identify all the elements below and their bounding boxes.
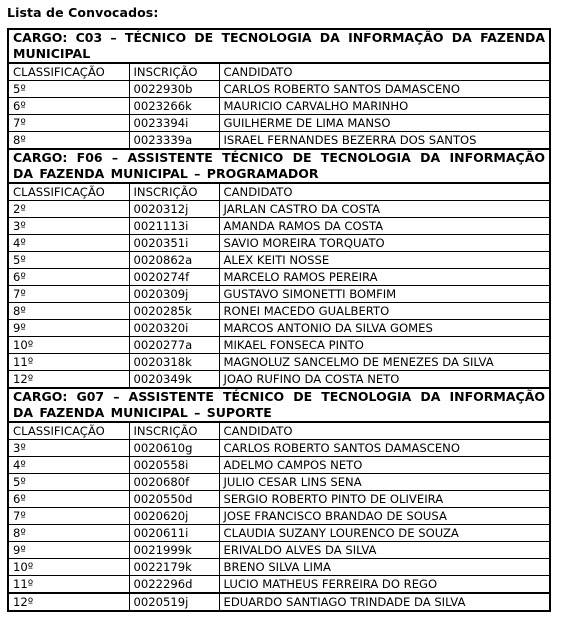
classificacao-cell: 3º: [8, 440, 129, 457]
table-row: [8, 81, 550, 98]
candidato-cell: CARLOS ROBERTO SANTOS DAMASCENO: [219, 81, 550, 98]
table-row: [8, 457, 550, 474]
candidato-cell: JARLAN CASTRO DA COSTA: [219, 201, 550, 218]
classificacao-cell: 9º: [8, 320, 129, 337]
classificacao-cell: 10º: [8, 337, 129, 354]
inscricao-cell: 0020620j: [129, 508, 219, 525]
inscricao-cell: 0020309j: [129, 286, 219, 303]
classificacao-cell: 8º: [8, 303, 129, 320]
classificacao-cell: 6º: [8, 98, 129, 115]
col-header-classificacao: CLASSIFICAÇÃO: [8, 183, 129, 201]
classificacao-cell: 11º: [8, 576, 129, 594]
table-row: [8, 132, 550, 150]
table-row: [8, 559, 550, 576]
candidato-cell: ISRAEL FERNANDES BEZERRA DOS SANTOS: [219, 132, 550, 150]
candidato-cell: MAURICIO CARVALHO MARINHO: [219, 98, 550, 115]
table-row: [8, 525, 550, 542]
inscricao-cell: 0020349k: [129, 371, 219, 389]
classificacao-cell: 5º: [8, 252, 129, 269]
cargo-heading-row: [8, 29, 550, 63]
classificacao-cell: 4º: [8, 235, 129, 252]
candidato-cell: MIKAEL FONSECA PINTO: [219, 337, 550, 354]
table-row: [8, 474, 550, 491]
column-header-row: [8, 183, 550, 201]
inscricao-cell: 0020862a: [129, 252, 219, 269]
classificacao-cell: 11º: [8, 354, 129, 371]
cargo-title: CARGO: F06 – ASSISTENTE TÉCNICO DE TECNOLOGIA DA INFORMAÇÃO DA FAZENDA MUNICIPAL – PROGRAMADOR: [8, 149, 550, 183]
table-row: [8, 371, 550, 389]
inscricao-cell: 0020550d: [129, 491, 219, 508]
candidato-cell: JOAO RUFINO DA COSTA NETO: [219, 371, 550, 389]
table-row: [8, 320, 550, 337]
inscricao-cell: 0020318k: [129, 354, 219, 371]
inscricao-cell: 0022296d: [129, 576, 219, 594]
table-row: [8, 542, 550, 559]
col-header-candidato: CANDIDATO: [219, 422, 550, 440]
classificacao-cell: 7º: [8, 115, 129, 132]
classificacao-cell: 2º: [8, 201, 129, 218]
inscricao-cell: 0020519j: [129, 593, 219, 611]
inscricao-cell: 0021113i: [129, 218, 219, 235]
table-row: [8, 354, 550, 371]
inscricao-cell: 0022930b: [129, 81, 219, 98]
table-row: [8, 201, 550, 218]
candidato-cell: CLAUDIA SUZANY LOURENCO DE SOUZA: [219, 525, 550, 542]
classificacao-cell: 8º: [8, 132, 129, 150]
table-row: [8, 218, 550, 235]
inscricao-cell: 0020274f: [129, 269, 219, 286]
page-title: Lista de Convocados:: [7, 5, 159, 20]
table-row: [8, 286, 550, 303]
table-row: [8, 98, 550, 115]
candidato-cell: RONEI MACEDO GUALBERTO: [219, 303, 550, 320]
inscricao-cell: 0020558i: [129, 457, 219, 474]
classificacao-cell: 5º: [8, 81, 129, 98]
candidato-cell: CARLOS ROBERTO SANTOS DAMASCENO: [219, 440, 550, 457]
inscricao-cell: 0020351i: [129, 235, 219, 252]
inscricao-cell: 0020320i: [129, 320, 219, 337]
table-row: [8, 115, 550, 132]
candidato-cell: MAGNOLUZ SANCELMO DE MENEZES DA SILVA: [219, 354, 550, 371]
col-header-classificacao: CLASSIFICAÇÃO: [8, 422, 129, 440]
candidato-cell: ERIVALDO ALVES DA SILVA: [219, 542, 550, 559]
candidato-cell: GUILHERME DE LIMA MANSO: [219, 115, 550, 132]
candidato-cell: BRENO SILVA LIMA: [219, 559, 550, 576]
classificacao-cell: 6º: [8, 269, 129, 286]
classificacao-cell: 8º: [8, 525, 129, 542]
table-row: [8, 337, 550, 354]
candidato-cell: SAVIO MOREIRA TORQUATO: [219, 235, 550, 252]
table-row: [8, 303, 550, 320]
inscricao-cell: 0023266k: [129, 98, 219, 115]
classificacao-cell: 7º: [8, 286, 129, 303]
classificacao-cell: 6º: [8, 491, 129, 508]
table-row: [8, 269, 550, 286]
col-header-candidato: CANDIDATO: [219, 183, 550, 201]
classificacao-cell: 7º: [8, 508, 129, 525]
inscricao-cell: 0020611i: [129, 525, 219, 542]
col-header-classificacao: CLASSIFICAÇÃO: [8, 63, 129, 81]
classificacao-cell: 3º: [8, 218, 129, 235]
inscricao-cell: 0022179k: [129, 559, 219, 576]
table-row: [8, 508, 550, 525]
candidato-cell: LUCIO MATHEUS FERREIRA DO REGO: [219, 576, 550, 594]
candidato-cell: MARCELO RAMOS PEREIRA: [219, 269, 550, 286]
col-header-candidato: CANDIDATO: [219, 63, 550, 81]
candidato-cell: ALEX KEITI NOSSE: [219, 252, 550, 269]
cargo-title: CARGO: C03 – TÉCNICO DE TECNOLOGIA DA INFORMAÇÃO DA FAZENDA MUNICIPAL: [8, 29, 550, 63]
inscricao-cell: 0020312j: [129, 201, 219, 218]
table-row: [8, 440, 550, 457]
inscricao-cell: 0020610g: [129, 440, 219, 457]
inscricao-cell: 0020680f: [129, 474, 219, 491]
column-header-row: [8, 63, 550, 81]
col-header-inscricao: INSCRIÇÃO: [129, 183, 219, 201]
classificacao-cell: 5º: [8, 474, 129, 491]
convocados-table-body: [8, 29, 550, 611]
classificacao-cell: 4º: [8, 457, 129, 474]
inscricao-cell: 0020285k: [129, 303, 219, 320]
classificacao-cell: 12º: [8, 593, 129, 611]
candidato-cell: AMANDA RAMOS DA COSTA: [219, 218, 550, 235]
cargo-heading-row: [8, 149, 550, 183]
candidato-cell: EDUARDO SANTIAGO TRINDADE DA SILVA: [219, 593, 550, 611]
column-header-row: [8, 422, 550, 440]
inscricao-cell: 0021999k: [129, 542, 219, 559]
classificacao-cell: 10º: [8, 559, 129, 576]
table-row: [8, 576, 550, 594]
inscricao-cell: 0023394i: [129, 115, 219, 132]
candidato-cell: JOSE FRANCISCO BRANDAO DE SOUSA: [219, 508, 550, 525]
candidato-cell: GUSTAVO SIMONETTI BOMFIM: [219, 286, 550, 303]
inscricao-cell: 0020277a: [129, 337, 219, 354]
candidato-cell: MARCOS ANTONIO DA SILVA GOMES: [219, 320, 550, 337]
candidato-cell: JULIO CESAR LINS SENA: [219, 474, 550, 491]
candidato-cell: SERGIO ROBERTO PINTO DE OLIVEIRA: [219, 491, 550, 508]
cargo-title: CARGO: G07 – ASSISTENTE TÉCNICO DE TECNOLOGIA DA INFORMAÇÃO DA FAZENDA MUNICIPAL – SUPORTE: [8, 388, 550, 422]
table-row: [8, 491, 550, 508]
candidato-cell: ADELMO CAMPOS NETO: [219, 457, 550, 474]
table-row: [8, 593, 550, 611]
classificacao-cell: 9º: [8, 542, 129, 559]
col-header-inscricao: INSCRIÇÃO: [129, 422, 219, 440]
cargo-heading-row: [8, 388, 550, 422]
classificacao-cell: 12º: [8, 371, 129, 389]
table-row: [8, 252, 550, 269]
inscricao-cell: 0023339a: [129, 132, 219, 150]
col-header-inscricao: INSCRIÇÃO: [129, 63, 219, 81]
table-row: [8, 235, 550, 252]
convocados-table: [7, 28, 551, 612]
